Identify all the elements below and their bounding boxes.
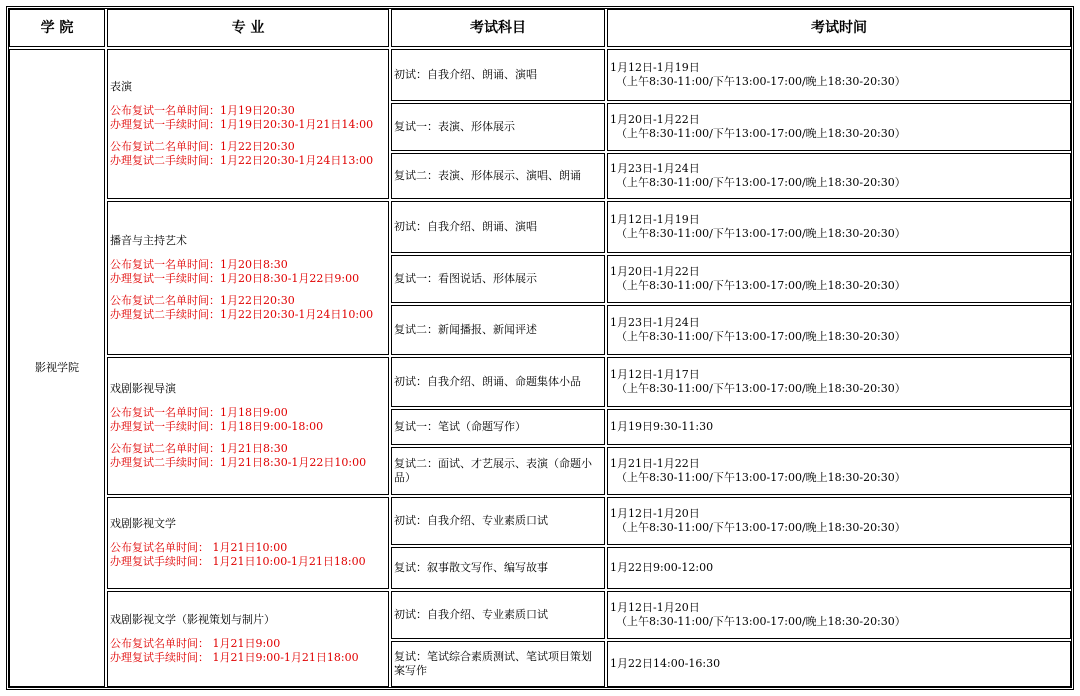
note-line: 公布复试一名单时间：1月20日8:30 xyxy=(110,258,288,271)
time-cell xyxy=(607,641,1071,687)
time-date: 1月23日-1月24日 xyxy=(610,316,700,329)
note-line: 公布复试名单时间： 1月21日9:00 xyxy=(110,637,281,650)
note-line: 公布复试名单时间： 1月21日10:00 xyxy=(110,541,288,554)
note-line: 办理复试手续时间： 1月21日10:00-1月21日18:00 xyxy=(110,555,366,568)
note-line: 办理复试一手续时间：1月19日20:30-1月21日14:00 xyxy=(110,118,374,131)
time-date: 1月22日9:00-12:00 xyxy=(610,561,714,574)
subject-cell: 复试：叙事散文写作、编写故事 xyxy=(391,547,605,589)
major-cell xyxy=(107,591,389,687)
subject-cell: 复试一：表演、形体展示 xyxy=(391,103,605,151)
note-line: 办理复试二手续时间：1月21日8:30-1月22日10:00 xyxy=(110,456,367,469)
major-cell xyxy=(107,497,389,589)
subject-cell: 初试：自我介绍、朗诵、演唱 xyxy=(391,49,605,101)
time-session: （上午8:30-11:00/下午13:00-17:00/晚上18:30-20:30） xyxy=(616,176,906,189)
subject-cell: 复试一：笔试（命题写作） xyxy=(391,409,605,445)
subject-cell: 初试：自我介绍、专业素质口试 xyxy=(391,591,605,639)
time-cell xyxy=(607,447,1071,495)
time-session: （上午8:30-11:00/下午13:00-17:00/晚上18:30-20:30） xyxy=(616,382,906,395)
subject-cell: 复试一：看图说话、形体展示 xyxy=(391,255,605,303)
time-session: （上午8:30-11:00/下午13:00-17:00/晚上18:30-20:30） xyxy=(616,330,906,343)
time-cell xyxy=(607,103,1071,151)
time-date: 1月23日-1月24日 xyxy=(610,162,700,175)
subject-cell: 初试：自我介绍、朗诵、演唱 xyxy=(391,201,605,253)
college-cell: 影视学院 xyxy=(9,49,105,687)
time-cell xyxy=(607,591,1071,639)
time-session: （上午8:30-11:00/下午13:00-17:00/晚上18:30-20:30） xyxy=(616,227,906,240)
header-college: 学 院 xyxy=(9,9,105,47)
note-line: 公布复试二名单时间：1月22日20:30 xyxy=(110,294,295,307)
time-session: （上午8:30-11:00/下午13:00-17:00/晚上18:30-20:30） xyxy=(616,127,906,140)
time-date: 1月12日-1月17日 xyxy=(610,368,700,381)
time-date: 1月19日9:30-11:30 xyxy=(610,420,714,433)
time-date: 1月21日-1月22日 xyxy=(610,457,700,470)
note-line: 公布复试一名单时间：1月18日9:00 xyxy=(110,406,288,419)
major-name: 戏剧影视导演 xyxy=(110,382,176,395)
subject-cell: 复试：笔试综合素质测试、笔试项目策划案写作 xyxy=(391,641,605,687)
time-cell xyxy=(607,357,1071,407)
time-session: （上午8:30-11:00/下午13:00-17:00/晚上18:30-20:30） xyxy=(616,521,906,534)
time-cell xyxy=(607,201,1071,253)
header-subject: 考试科目 xyxy=(391,9,605,47)
schedule-table xyxy=(6,6,1074,690)
header-major: 专 业 xyxy=(107,9,389,47)
time-date: 1月20日-1月22日 xyxy=(610,265,700,278)
time-cell xyxy=(607,409,1071,445)
subject-cell: 复试二：表演、形体展示、演唱、朗诵 xyxy=(391,153,605,199)
time-cell xyxy=(607,547,1071,589)
note-line: 公布复试一名单时间：1月19日20:30 xyxy=(110,104,295,117)
time-date: 1月12日-1月20日 xyxy=(610,507,700,520)
time-cell xyxy=(607,305,1071,355)
major-cell xyxy=(107,49,389,199)
time-session: （上午8:30-11:00/下午13:00-17:00/晚上18:30-20:30） xyxy=(616,279,906,292)
note-line: 公布复试二名单时间：1月22日20:30 xyxy=(110,140,295,153)
major-cell xyxy=(107,201,389,355)
time-cell xyxy=(607,153,1071,199)
time-session: （上午8:30-11:00/下午13:00-17:00/晚上18:30-20:30） xyxy=(616,615,906,628)
time-session: （上午8:30-11:00/下午13:00-17:00/晚上18:30-20:30） xyxy=(616,471,906,484)
note-line: 办理复试手续时间： 1月21日9:00-1月21日18:00 xyxy=(110,651,359,664)
subject-cell: 初试：自我介绍、朗诵、命题集体小品 xyxy=(391,357,605,407)
subject-cell: 复试二：新闻播报、新闻评述 xyxy=(391,305,605,355)
header-time: 考试时间 xyxy=(607,9,1071,47)
time-cell xyxy=(607,497,1071,545)
time-session: （上午8:30-11:00/下午13:00-17:00/晚上18:30-20:30） xyxy=(616,75,906,88)
time-cell xyxy=(607,255,1071,303)
note-line: 办理复试一手续时间：1月20日8:30-1月22日9:00 xyxy=(110,272,360,285)
time-date: 1月12日-1月19日 xyxy=(610,213,700,226)
note-line: 办理复试二手续时间：1月22日20:30-1月24日13:00 xyxy=(110,154,374,167)
note-line: 公布复试二名单时间：1月21日8:30 xyxy=(110,442,288,455)
major-name: 戏剧影视文学（影视策划与制片） xyxy=(110,613,275,626)
subject-cell: 复试二：面试、才艺展示、表演（命题小品） xyxy=(391,447,605,495)
time-date: 1月12日-1月20日 xyxy=(610,601,700,614)
note-line: 办理复试一手续时间：1月18日9:00-18:00 xyxy=(110,420,324,433)
note-line: 办理复试二手续时间：1月22日20:30-1月24日10:00 xyxy=(110,308,374,321)
time-date: 1月20日-1月22日 xyxy=(610,113,700,126)
major-cell xyxy=(107,357,389,495)
time-cell xyxy=(607,49,1071,101)
major-name: 播音与主持艺术 xyxy=(110,234,187,247)
time-date: 1月12日-1月19日 xyxy=(610,61,700,74)
major-name: 戏剧影视文学 xyxy=(110,517,176,530)
major-name: 表演 xyxy=(110,80,132,93)
time-date: 1月22日14:00-16:30 xyxy=(610,657,721,670)
subject-cell: 初试：自我介绍、专业素质口试 xyxy=(391,497,605,545)
